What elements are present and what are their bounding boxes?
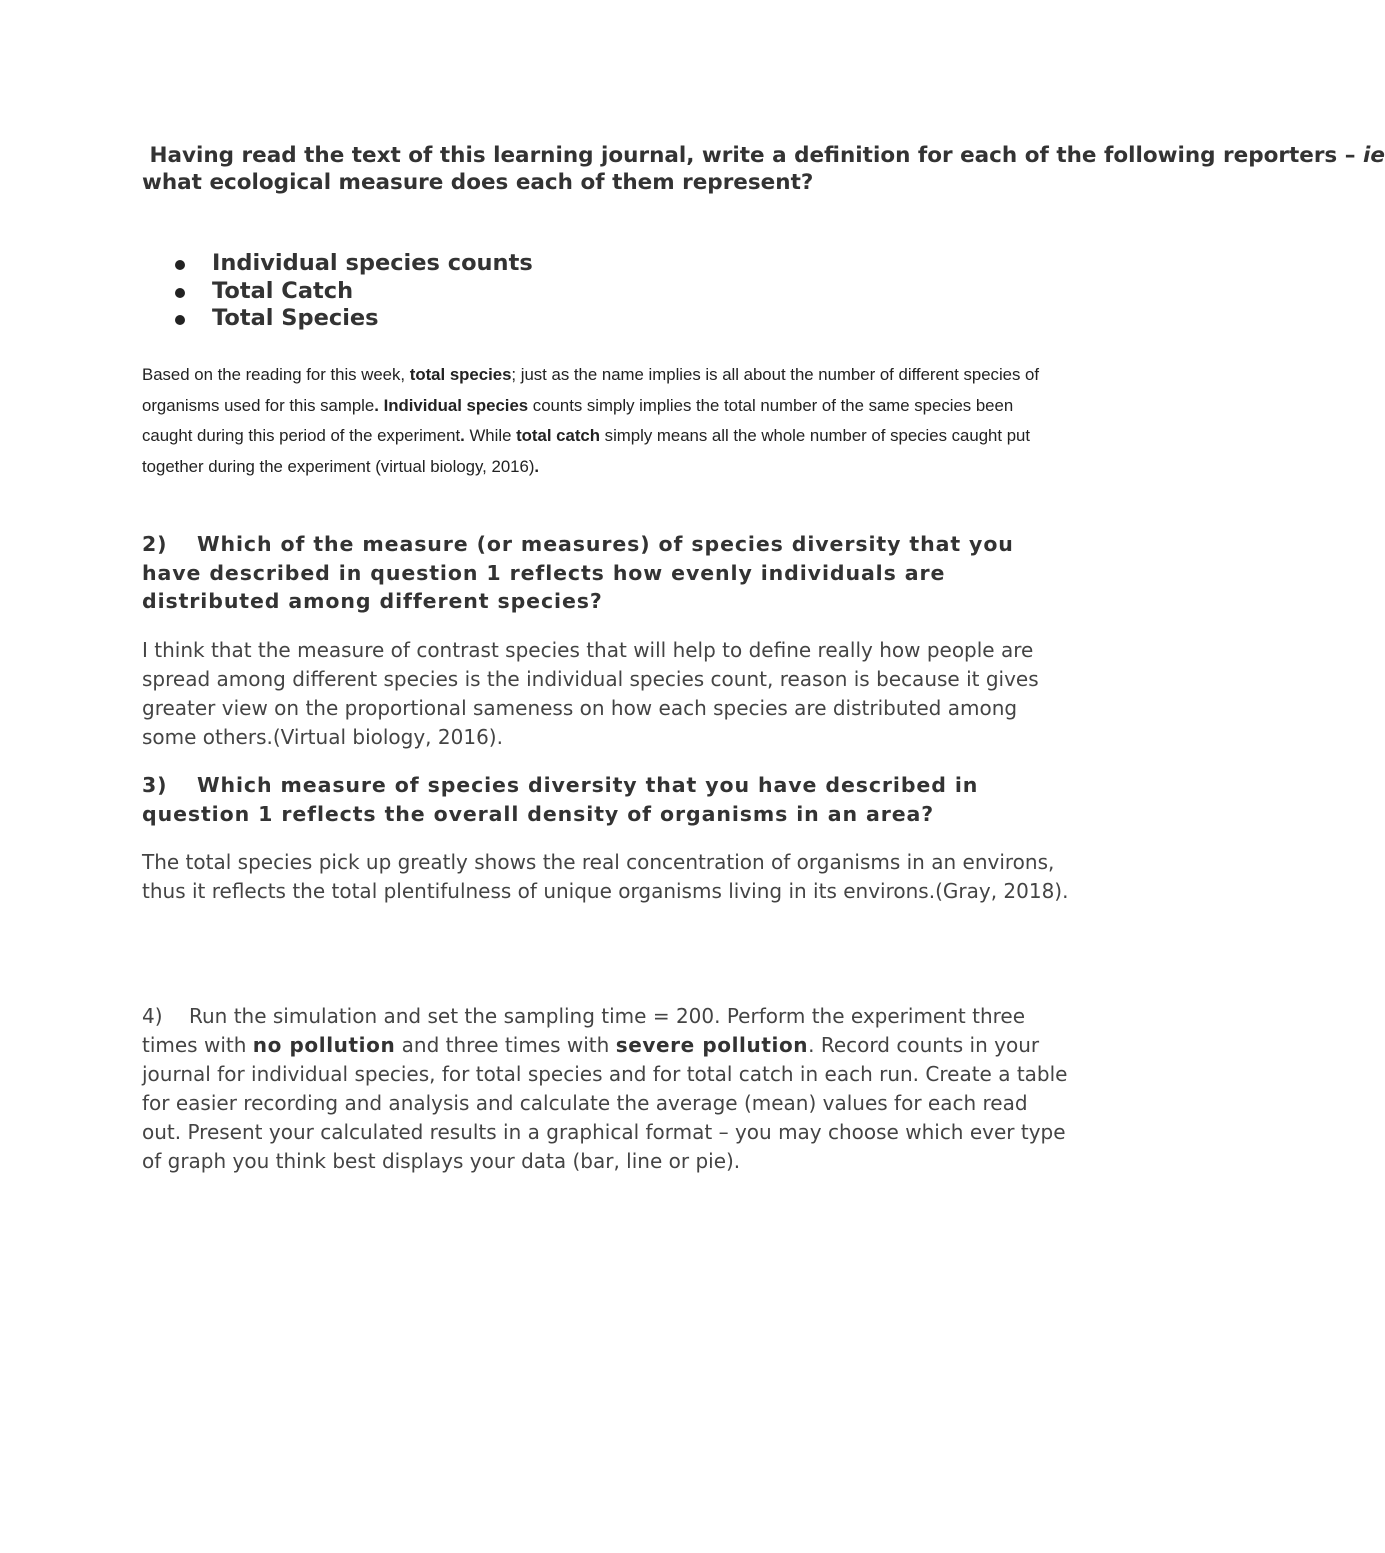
question-1-heading <box>142 142 1385 196</box>
answer-1-bold-total-catch: total catch <box>516 426 601 445</box>
question-1-heading-ie: ie <box>1362 143 1385 168</box>
reporters-bullet-list <box>172 250 533 333</box>
bullet-dot-icon <box>175 260 185 270</box>
bullet-label: Individual species counts <box>212 250 533 276</box>
question-3-answer: The total species pick up greatly shows the real concentration of organisms in an environs, thus it reflects the total plentifulness of unique organisms living in its environs.(Gray, 2018). <box>142 850 1069 903</box>
bullet-item <box>172 250 533 278</box>
answer-1-text: While <box>464 426 517 445</box>
question-4-bold-severe-pollution: severe pollution <box>615 1033 809 1057</box>
question-1-heading-lead: Having read the text of this learning journal, write a definition for each of the following reporters – <box>142 143 1363 168</box>
bullet-item <box>172 305 533 333</box>
answer-1-text: counts simply implies the total number of the same species been caught during this period of the experiment <box>142 395 1014 445</box>
question-2-number: 2) <box>142 532 168 556</box>
question-4-text-part: and three times with <box>395 1033 616 1057</box>
question-2-answer: I think that the measure of contrast species that will help to define really how people are spread among different species is the individual species count, reason is because it gives greater view on the proportional sameness on how each species are distributed among some others.(Virtual biology, 2016). <box>142 638 1039 749</box>
bullet-label: Total Species <box>212 305 379 331</box>
answer-1-text: ; just as the name implies is all about the number of different species of organisms used for this sample <box>142 365 1040 415</box>
question-2-heading <box>142 530 1042 616</box>
answer-1-bold-total-species: total species <box>409 365 512 384</box>
question-3-number: 3) <box>142 773 168 797</box>
question-1-heading-tail: what ecological measure does each of them represent? <box>142 170 814 195</box>
answer-1-text: simply means all the whole number of species caught put together during the experiment (virtual biology, 2016) <box>142 426 1031 476</box>
answer-1-bold-individual-species: . Individual species <box>374 395 529 415</box>
question-4-text-part: Run the simulation and set the sampling time = 200. Perform the experiment three times with <box>142 1004 1026 1057</box>
question-4-bold-no-pollution: no pollution <box>252 1033 396 1057</box>
bullet-dot-icon <box>175 315 185 325</box>
question-4-text-part: . Record counts in your journal for individual species, for total species and for total catch in each run. Create a table for easier recording and analysis and calculate the average (mean) values for each read out. Present your calculated results in a graphical format – you may choose which ever type of graph you think best displays your data (bar, line or pie). <box>142 1033 1068 1173</box>
bullet-item <box>172 278 533 306</box>
question-1-answer <box>142 360 1062 482</box>
bullet-dot-icon <box>175 288 185 298</box>
question-2-heading-text: Which of the measure (or measures) of species diversity that you have described in question 1 reflects how evenly individuals are distributed among different species? <box>142 532 1014 613</box>
answer-1-text: Based on the reading for this week, <box>142 365 410 384</box>
answer-1-bold-period: . <box>534 456 540 476</box>
answer-1-bold-period: . <box>460 426 465 445</box>
question-3-heading <box>142 771 1042 828</box>
question-3-heading-text: Which measure of species diversity that you have described in question 1 reflects the overall density of organisms in an area? <box>142 773 979 826</box>
question-4-number: 4) <box>142 1004 163 1028</box>
question-4-text <box>142 1002 1072 1176</box>
bullet-label: Total Catch <box>212 277 354 304</box>
